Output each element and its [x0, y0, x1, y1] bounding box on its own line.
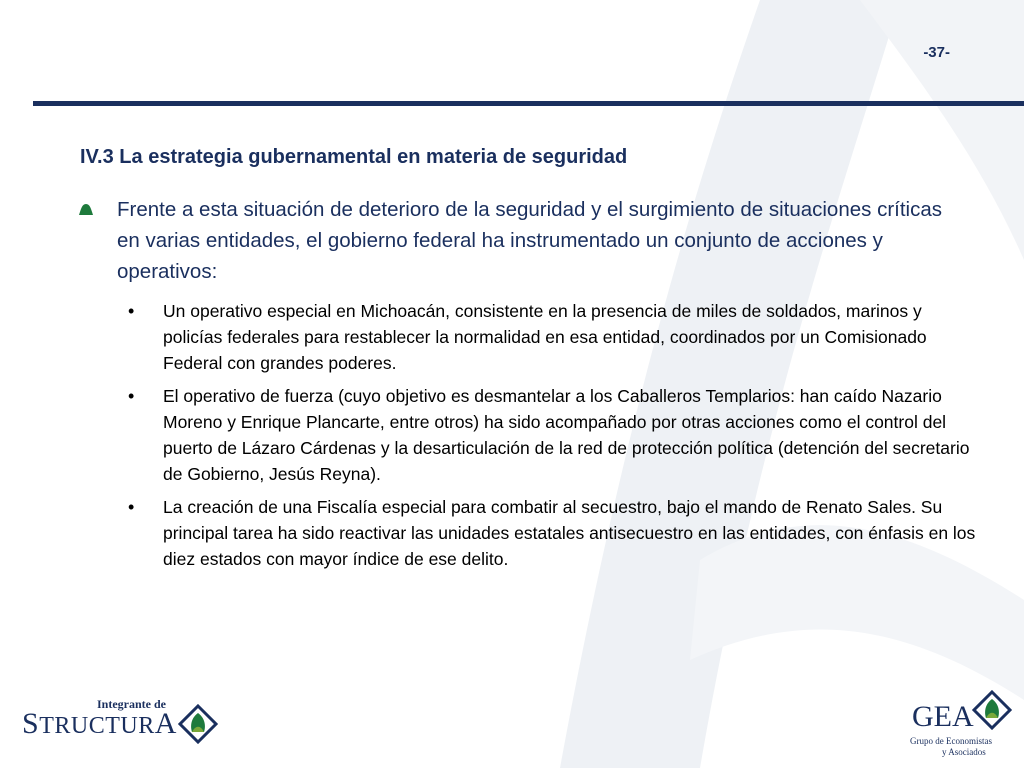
structura-diamond-leaf-icon — [178, 704, 218, 744]
gea-diamond-leaf-icon — [972, 690, 1012, 730]
green-bell-bullet-icon — [78, 203, 94, 217]
bullet-dot-icon: • — [128, 301, 135, 321]
bullet-dot-icon: • — [128, 386, 135, 406]
structura-tagline: Integrante de — [97, 697, 166, 711]
sub-point-text: La creación de una Fiscalía especial para combatir al secuestro, bajo el mando de Renato Sales. Su principal tarea ha sido reactivar las unidades estatales antisecuestro en las entidades, con énfasis en los diez estados con mayor índice de ese delito. — [163, 497, 976, 569]
structura-letters: TRUCTUR — [39, 713, 155, 739]
list-item — [124, 298, 984, 376]
gea-subtitle-line: y Asociados — [942, 747, 986, 757]
gea-subtitle — [910, 736, 1010, 758]
gea-subtitle-line: Grupo de Economistas — [910, 736, 992, 746]
sub-point-text: Un operativo especial en Michoacán, consistente en la presencia de miles de soldados, marinos y policías federales para restablecer la normalidad en esa entidad, coordinados por un Comisionado Federal con grandes poderes. — [163, 301, 927, 373]
main-point — [78, 194, 958, 287]
main-point-text: Frente a esta situación de deterioro de la seguridad y el surgimiento de situaciones críticas en varias entidades, el gobierno federal ha instrumentado un conjunto de acciones y operativos: — [117, 198, 943, 283]
page-number: -37- — [923, 44, 950, 61]
structura-logo-text — [22, 707, 177, 741]
header-rule — [33, 101, 1024, 106]
structura-letter: S — [22, 707, 40, 740]
list-item — [124, 494, 984, 572]
list-item — [124, 383, 984, 487]
sub-points-list — [124, 298, 984, 579]
structura-letter: A — [154, 707, 177, 740]
gea-logo-text: GEA — [912, 700, 974, 733]
bullet-dot-icon: • — [128, 497, 135, 517]
sub-point-text: El operativo de fuerza (cuyo objetivo es desmantelar a los Caballeros Templarios: han caído Nazario Moreno y Enrique Plancarte, entre otros) ha sido acompañado por otras acciones como el control del puerto de Lázaro Cárdenas y la desarticulación de la red de protección política (detención del secretario de Gobierno, Jesús Reyna). — [163, 386, 970, 484]
slide-title: IV.3 La estrategia gubernamental en materia de seguridad — [80, 146, 628, 168]
